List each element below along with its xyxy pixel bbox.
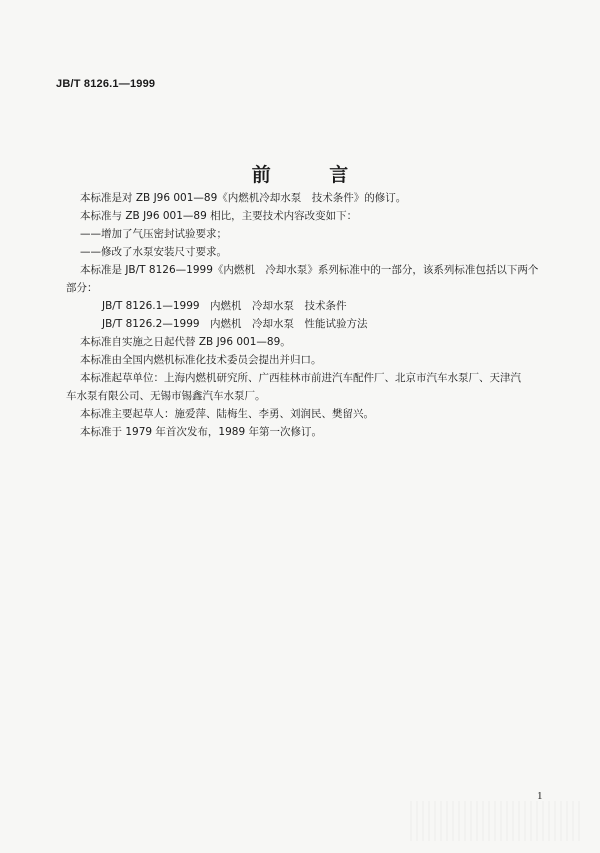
paragraph: 本标准起草单位：上海内燃机研究所、广西桂林市前进汽车配件厂、北京市汽车水泵厂、天津汽: [80, 372, 521, 384]
series-item: JB/T 8126.2—1999 内燃机 冷却水泵 性能试验方法: [102, 318, 368, 330]
paragraph: ——增加了气压密封试验要求；: [80, 228, 227, 240]
paragraph-continuation: 车水泵有限公司、无锡市锡鑫汽车水泵厂。: [66, 390, 266, 402]
paragraph: 本标准与 ZB J96 001—89 相比，主要技术内容改变如下：: [80, 210, 358, 222]
scan-artifact: [410, 801, 580, 841]
paragraph: ——修改了水泵安装尺寸要求。: [80, 246, 227, 258]
paragraph: 本标准是对 ZB J96 001—89《内燃机冷却水泵 技术条件》的修订。: [80, 192, 407, 204]
paragraph: 本标准自实施之日起代替 ZB J96 001—89。: [80, 336, 291, 348]
series-item: JB/T 8126.1—1999 内燃机 冷却水泵 技术条件: [102, 300, 347, 312]
paragraph: 本标准由全国内燃机标准化技术委员会提出并归口。: [80, 354, 322, 366]
page-title: 前 言: [251, 164, 375, 186]
paragraph: 本标准于 1979 年首次发布，1989 年第一次修订。: [80, 426, 322, 438]
paragraph: 本标准主要起草人：施爱萍、陆梅生、李勇、刘润民、樊留兴。: [80, 408, 374, 420]
page-number: 1: [537, 790, 543, 802]
standard-code: JB/T 8126.1—1999: [56, 78, 156, 90]
paragraph: 本标准是 JB/T 8126—1999《内燃机 冷却水泵》系列标准中的一部分，该系列标准包括以下两个: [80, 264, 539, 276]
paragraph-continuation: 部分：: [66, 282, 98, 294]
foreword-body: [66, 189, 540, 441]
